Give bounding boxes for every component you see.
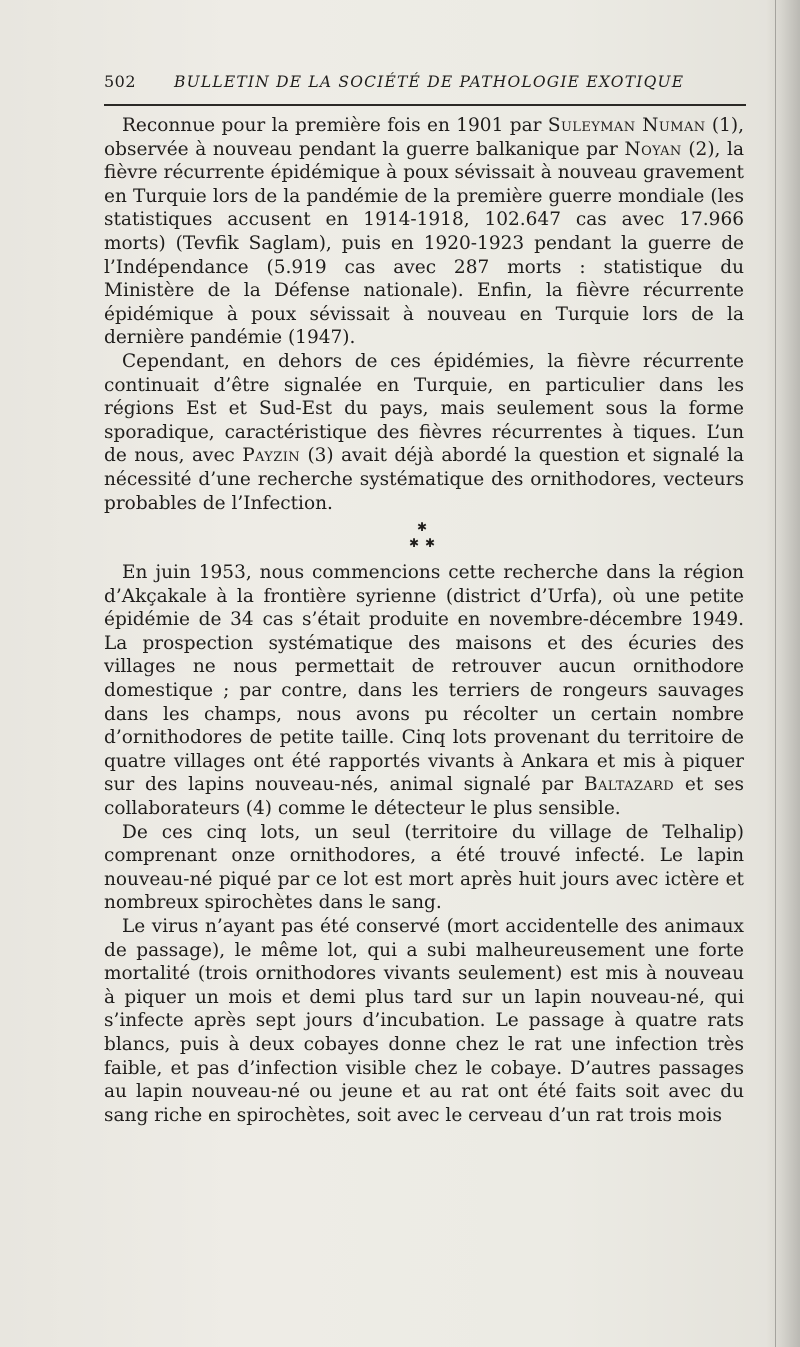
text-run: (2), la fièvre récurrente épidémique à poux sévissait à nouveau gravement en Turquie lors de la pandémie de la première guerre mondiale (les statistiques accusent en 1914-1918, 102.647 cas avec 17.966 morts) (Tevfik Saglam), puis en 1920-1923 pendant la guerre de l’Indépendance (5.919 cas avec 287 morts : statistique du Ministère de la Défense nationale). Enfin, la fièvre récurrente épidémique à poux sévissait à nouveau en Turquie lors de la dernière pandémie (1947). [104, 138, 744, 349]
binding-edge [775, 0, 776, 1347]
text-run: Reconnue pour la première fois en 1901 par [122, 115, 548, 136]
text-run: En juin 1953, nous commencions cette recherche dans la région d’Akçakale à la frontière syrienne (district d’Urfa), où une petite épidémie de 34 cas s’était produite en novembre-décembre 1949. La prospection systématique des maisons et des écuries des villages ne nous permettait de retrouver aucun ornithodore domestique ; par contre, dans les terriers de rongeurs sauvages dans les champs, nous avons pu récolter un certain nombre d’ornithodores de petite taille. Cinq lots provenant du territoire de quatre villages ont été rapportés vivants à Ankara et mis à piquer sur des lapins nouveau-nés, animal signalé par [104, 562, 744, 796]
section-break-asterism [104, 515, 744, 561]
text-run: Cependant, en dehors de ces épidémies, la fièvre récurrente continuait d’être signalée en Turquie, en particulier dans les régions Est et Sud-Est du pays, mais seulement sous la forme sporadique, caractéristique des fièvres récurrentes à tiques. L’un de nous, avec [104, 350, 744, 467]
author-name: Payzin [242, 445, 301, 467]
journal-title: BULLETIN DE LA SOCIÉTÉ DE PATHOLOGIE EXOTIQUE [174, 73, 685, 91]
text-run: et ses collaborateurs (4) comme le détecteur le plus sensible. [104, 774, 744, 820]
paragraph [104, 915, 744, 1127]
author-name: Baltazard [583, 774, 675, 796]
paragraph [104, 114, 744, 350]
asterisk: ✱ [409, 536, 420, 551]
text-run: De ces cinq lots, un seul (territoire du village de Telhalip) comprenant onze ornithodores, a été trouvé infecté. Le lapin nouveau-né piqué par ce lot est mort après huit jours avec ictère et nombreux spirochètes dans le sang. [104, 821, 744, 914]
text-run: (3) avait déjà abordé la question et signalé la nécessité d’une recherche systématique des ornithodores, vecteurs probables de l’Infection. [104, 445, 744, 514]
running-head [104, 72, 744, 102]
author-name: Suleyman Numan [547, 115, 706, 136]
paragraph [104, 561, 744, 821]
article-body [104, 114, 744, 1127]
text-run: Le virus n’ayant pas été conservé (mort accidentelle des animaux de passage), le même lot, qui a subi malheureusement une forte mortalité (trois ornithodores vivants seulement) est mis à nouveau à piquer un mois et demi plus tard sur un lapin nouveau-né, qui s’infecte après sept jours d’incubation. Le passage à quatre rats blancs, puis à deux cobayes donne chez le rat une infection très faible, et pas d’infection visible chez le cobaye. D’autres passages au lapin nouveau-né ou jeune et au rat ont été faits soit avec du sang riche en spirochètes, soit avec le cerveau d’un rat trois mois [104, 916, 744, 1126]
header-rule [104, 104, 746, 106]
author-name: Noyan [624, 138, 682, 160]
paragraph [104, 350, 744, 515]
asterisk: ✱ [417, 520, 428, 535]
asterisk: ✱ [425, 536, 436, 551]
text-run: (1), observée à nouveau pendant la guerre balkanique par [104, 115, 745, 160]
binding-shadow [766, 0, 800, 1347]
paragraph [104, 821, 744, 915]
page-number: 502 [104, 72, 137, 91]
